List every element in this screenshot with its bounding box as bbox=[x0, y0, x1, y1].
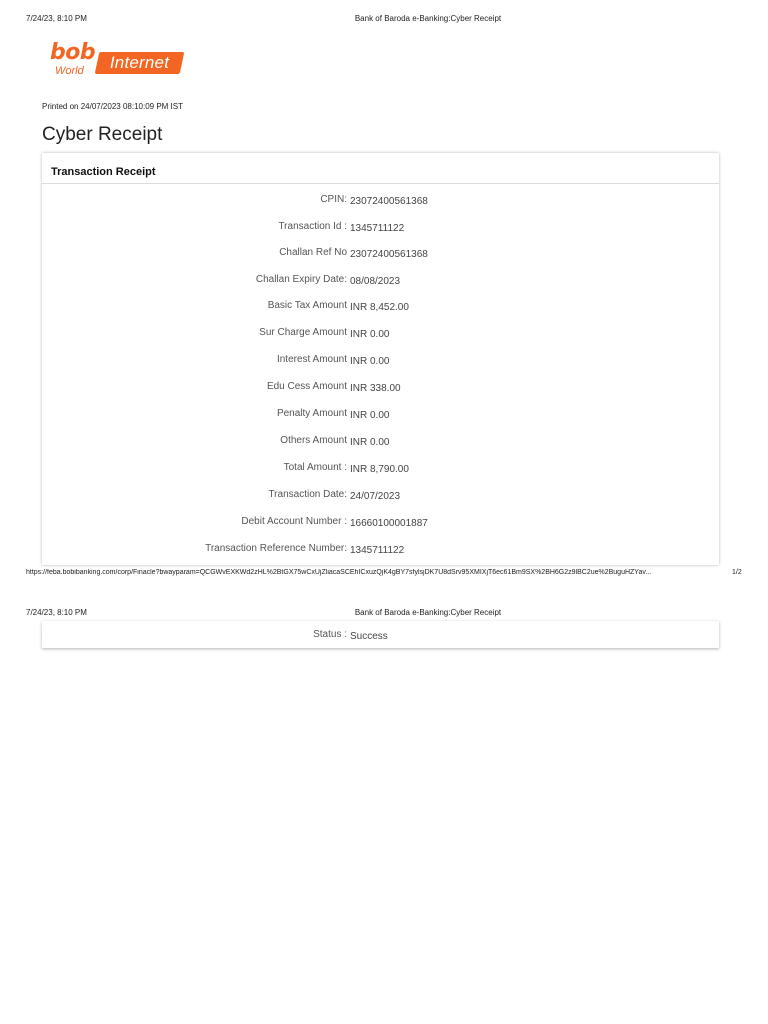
row-value: 23072400561368 bbox=[350, 196, 428, 207]
receipt-row-total-amount bbox=[42, 463, 719, 477]
row-label: Total Amount : bbox=[283, 462, 347, 473]
page-number: 1/2 bbox=[732, 569, 742, 576]
receipt-row-transaction-date bbox=[42, 490, 719, 504]
row-value: INR 8,790.00 bbox=[350, 464, 409, 475]
row-label: Interest Amount bbox=[276, 354, 347, 365]
page-url-footer: https://feba.bobibanking.com/corp/Finacle?bwayparam=QCGWvEXKWd2zHL%2BtGX75wCxUjZliacaSCEhICxuzQjK4gBY7sfylsjDK7U8dSrv95XMIXjT6ec61Bm9SX%2BH6G2z9lBC2ue%2BuguHZYav... bbox=[26, 569, 652, 576]
page-title: Cyber Receipt bbox=[42, 124, 163, 145]
bob-world-internet-logo bbox=[49, 40, 189, 80]
print-datetime-page-2: 7/24/23, 8:10 PM bbox=[26, 608, 87, 617]
row-value: INR 0.00 bbox=[350, 356, 390, 367]
logo-brand: bob bbox=[50, 40, 96, 65]
receipt-row-status bbox=[42, 630, 719, 644]
transaction-receipt-card-continued bbox=[42, 621, 719, 648]
receipt-row-transaction-reference-number bbox=[42, 544, 719, 558]
row-label: Transaction Date: bbox=[268, 489, 347, 500]
receipt-row-penalty-amount bbox=[42, 409, 719, 423]
printed-on-timestamp: Printed on 24/07/2023 08:10:09 PM IST bbox=[42, 102, 183, 111]
row-value: INR 0.00 bbox=[350, 329, 390, 340]
receipt-row-transaction-id bbox=[42, 222, 719, 236]
transaction-receipt-card bbox=[42, 153, 719, 565]
row-label: Transaction Reference Number: bbox=[205, 543, 347, 554]
row-label: Others Amount bbox=[280, 435, 347, 446]
print-datetime: 7/24/23, 8:10 PM bbox=[26, 14, 87, 23]
row-value: 1345711122 bbox=[350, 545, 405, 556]
row-label: Challan Ref No bbox=[279, 247, 347, 258]
receipt-row-sur-charge-amount bbox=[42, 328, 719, 342]
row-label: Sur Charge Amount bbox=[259, 327, 347, 338]
row-label: Basic Tax Amount bbox=[267, 300, 347, 311]
row-value: INR 0.00 bbox=[350, 437, 390, 448]
row-value: 08/08/2023 bbox=[350, 276, 401, 287]
row-value: 24/07/2023 bbox=[350, 491, 401, 502]
row-label: Transaction Id : bbox=[278, 221, 347, 232]
receipt-row-basic-tax-amount bbox=[42, 301, 719, 315]
row-label: Status : bbox=[313, 629, 347, 640]
row-value: INR 0.00 bbox=[350, 410, 390, 421]
row-value: INR 338.00 bbox=[350, 383, 401, 394]
receipt-row-cpin bbox=[42, 195, 719, 209]
receipt-row-challan-ref-no bbox=[42, 248, 719, 262]
receipt-row-others-amount bbox=[42, 436, 719, 450]
receipt-row-interest-amount bbox=[42, 355, 719, 369]
logo-product: Internet bbox=[109, 53, 170, 72]
receipt-row-challan-expiry-date bbox=[42, 275, 719, 289]
logo-product-badge bbox=[95, 52, 185, 74]
row-value: 23072400561368 bbox=[350, 249, 428, 260]
logo-sub: World bbox=[55, 65, 84, 77]
status-value: Success bbox=[350, 631, 388, 642]
row-label: Penalty Amount bbox=[276, 408, 347, 419]
row-value: 1345711122 bbox=[350, 223, 405, 234]
print-page-title: Bank of Baroda e-Banking:Cyber Receipt bbox=[354, 14, 502, 23]
row-value: 16660100001887 bbox=[350, 518, 428, 529]
row-label: Challan Expiry Date: bbox=[255, 274, 347, 285]
print-page-title-page-2: Bank of Baroda e-Banking:Cyber Receipt bbox=[354, 608, 502, 617]
receipt-row-edu-cess-amount bbox=[42, 382, 719, 396]
receipt-row-debit-account-number bbox=[42, 517, 719, 531]
card-title: Transaction Receipt bbox=[42, 153, 719, 184]
row-value: INR 8,452.00 bbox=[350, 302, 409, 313]
row-label: CPIN: bbox=[320, 194, 347, 205]
row-label: Debit Account Number : bbox=[241, 516, 347, 527]
row-label: Edu Cess Amount bbox=[266, 381, 347, 392]
